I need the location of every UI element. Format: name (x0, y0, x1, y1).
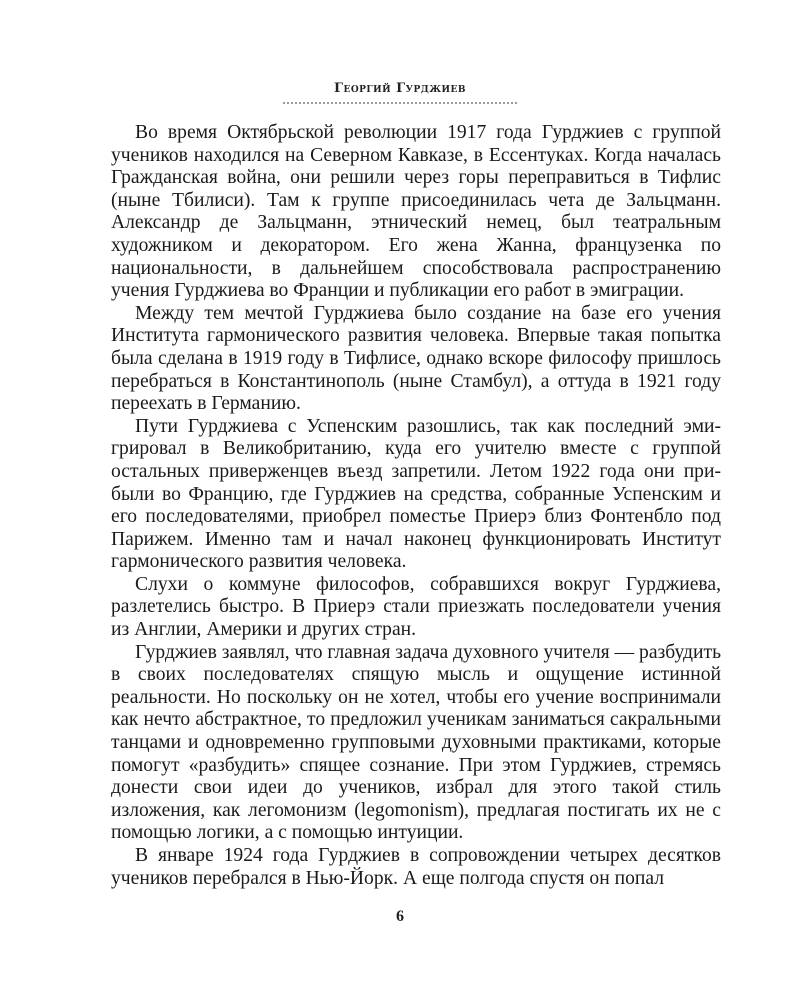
paragraph: Между тем мечтой Гурджиева было создание на базе его учения Института гармонического развития человека. Впервые такая попытка была сделана в 1919 году в Тифлисе, однако вскоре философу пришлось перебраться в Константинополь (ныне Стамбул), а оттуда в 1921 году переехать в Германию. (111, 302, 721, 415)
paragraph: В январе 1924 года Гурджиев в сопровождении четырех десятков учеников перебрался в Нью-Йорк. А еще полгода спустя он попал (111, 845, 721, 889)
body-text (111, 122, 721, 890)
paragraph: Слухи о коммуне философов, собравшихся вокруг Гурджиева, разлетелись быстро. В Приерэ стали приезжать последователи учения из Англии, Америки и других стран. (111, 573, 721, 641)
running-head-title: Георгий Гурджиев (333, 81, 467, 96)
paragraph: Пути Гурджиева с Успенским разошлись, так как последний эмигрировал в Великобританию, куда его учителю вместе с группой остальных приверженцев въезд запретили. Летом 1922 года они прибыли во Францию, где Гурджиев на средства, собранные Успенским и его последователями, приобрел поместье Приерэ близ Фонтенбло под Парижем. Именно там и начал наконец функционировать Институт гармонического развития человека. (111, 415, 721, 573)
header-dotted-rule (283, 102, 517, 104)
paragraph: Во время Октябрьской революции 1917 года Гурджиев с группой учеников находился на Северном Кавказе, в Ессентуках. Когда началась Гражданская война, они решили через горы переправиться в Тифлис (ныне Тбилиси). Там к группе присоединилась чета де Зальцманн. Александр де Зальцманн, этнический немец, был театральным художником и декоратором. Его жена Жанна, французенка по национальности, в дальнейшем способствовала распространению учения Гурджиева во Франции и публикации его работ в эмиграции. (111, 122, 721, 302)
page-number: 6 (396, 908, 404, 925)
paragraph: Гурджиев заявлял, что главная задача духовного учителя — разбудить в своих последователях спящую мысль и ощущение истинной реальности. Но поскольку он не хотел, чтобы его учение воспринимали как нечто абстрактное, то предложил ученикам заниматься сакральными танцами и одновременно групповыми духовными практиками, которые помогут «разбудить» спящее сознание. При этом Гурджиев, стремясь донести свои идеи до учеников, избрал для этого такой стиль изложения, как легомонизм (legomonism), предлагая постигать их не с помощью логики, а с помощью интуиции. (111, 641, 721, 844)
